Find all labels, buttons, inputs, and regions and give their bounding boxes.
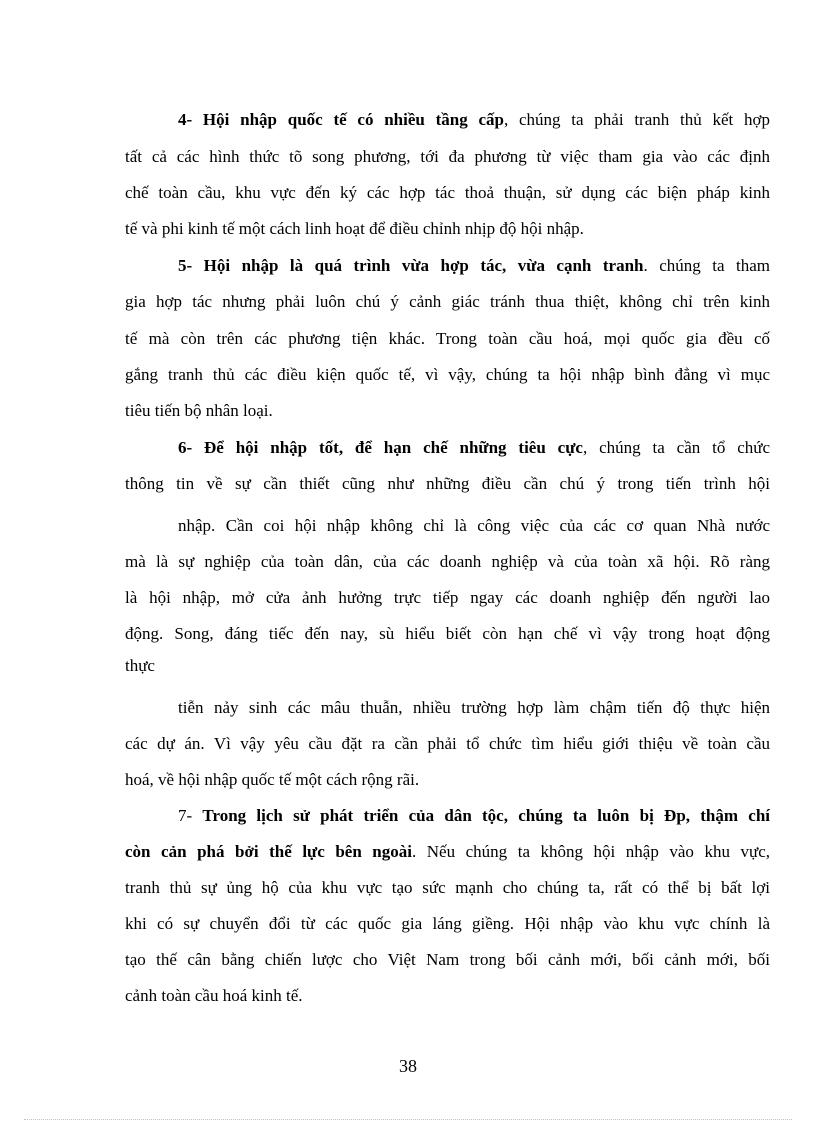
paragraph-line: tiễn nảy sinh các mâu thuẫn, nhiều trường hợp làm chậm tiến độ thực hiện [178, 698, 770, 717]
paragraph-line: thông tin về sự cần thiết cũng như những điều cần chú ý trong tiến trình hội [125, 474, 770, 493]
paragraph-line: tranh thủ sự ủng hộ của khu vực tạo sức mạnh cho chúng ta, rất có thể bị bất lợi [125, 878, 770, 897]
paragraph-line: cảnh toàn cầu hoá kinh tế. [125, 986, 303, 1005]
paragraph-line: 4- Hội nhập quốc tế có nhiều tầng cấp, chúng ta phải tranh thủ kết hợp [178, 110, 770, 129]
paragraph-line: hoá, về hội nhập quốc tế một cách rộng rãi. [125, 770, 420, 789]
paragraph-line: các dự án. Vì vậy yêu cầu đặt ra cần phải tổ chức tìm hiểu giới thiệu về toàn cầu [125, 734, 770, 753]
paragraph-line: tạo thế cân bằng chiến lược cho Việt Nam trong bối cảnh mới, bối cảnh mới, bối [125, 950, 770, 969]
paragraph-line: còn cản phá bởi thế lực bên ngoài. Nếu chúng ta không hội nhập vào khu vực, [125, 842, 770, 861]
paragraph-line: mà là sự nghiệp của toàn dân, của các doanh nghiệp và của toàn xã hội. Rõ ràng [125, 552, 770, 571]
paragraph-line: động. Song, đáng tiếc đến nay, sù hiểu biết còn hạn chế vì vậy trong hoạt động [125, 624, 770, 643]
paragraph-line: nhập. Cần coi hội nhập không chỉ là công việc của các cơ quan Nhà nước [178, 516, 770, 535]
paragraph-line: tế và phi kinh tế một cách linh hoạt để điều chỉnh nhịp độ hội nhập. [125, 219, 584, 238]
paragraph-line: 7- Trong lịch sử phát triển của dân tộc, chúng ta luôn bị Đp, thậm chí [178, 806, 770, 825]
paragraph-line: thực [125, 656, 155, 675]
paragraph-line: gia hợp tác nhưng phải luôn chú ý cảnh giác tránh thua thiệt, không chỉ trên kinh [125, 292, 770, 311]
paragraph-line: tất cả các hình thức tõ song phương, tới đa phương từ việc tham gia vào các định [125, 147, 770, 166]
page-bottom-divider [24, 1119, 792, 1120]
paragraph-line: 6- Để hội nhập tốt, để hạn chế những tiêu cực, chúng ta cần tổ chức [178, 438, 771, 457]
paragraph-line: chế toàn cầu, khu vực đến ký các hợp tác thoả thuận, sử dụng các biện pháp kinh [125, 183, 770, 202]
paragraph-line: là hội nhập, mở cửa ảnh hưởng trực tiếp ngay các doanh nghiệp đến người lao [125, 588, 770, 607]
paragraph-line: gắng tranh thủ các điều kiện quốc tế, vì vậy, chúng ta hội nhập bình đẳng vì mục [125, 365, 770, 384]
paragraph-line: khi có sự chuyển đổi từ các quốc gia láng giềng. Hội nhập vào khu vực chính là [125, 914, 770, 933]
paragraph-line: tế mà còn trên các phương tiện khác. Trong toàn cầu hoá, mọi quốc gia đều cố [125, 329, 770, 348]
paragraph-line: tiêu tiến bộ nhân loại. [125, 401, 273, 420]
paragraph-line: 5- Hội nhập là quá trình vừa hợp tác, vừa cạnh tranh. chúng ta tham [178, 256, 770, 275]
page-number: 38 [399, 1056, 417, 1076]
